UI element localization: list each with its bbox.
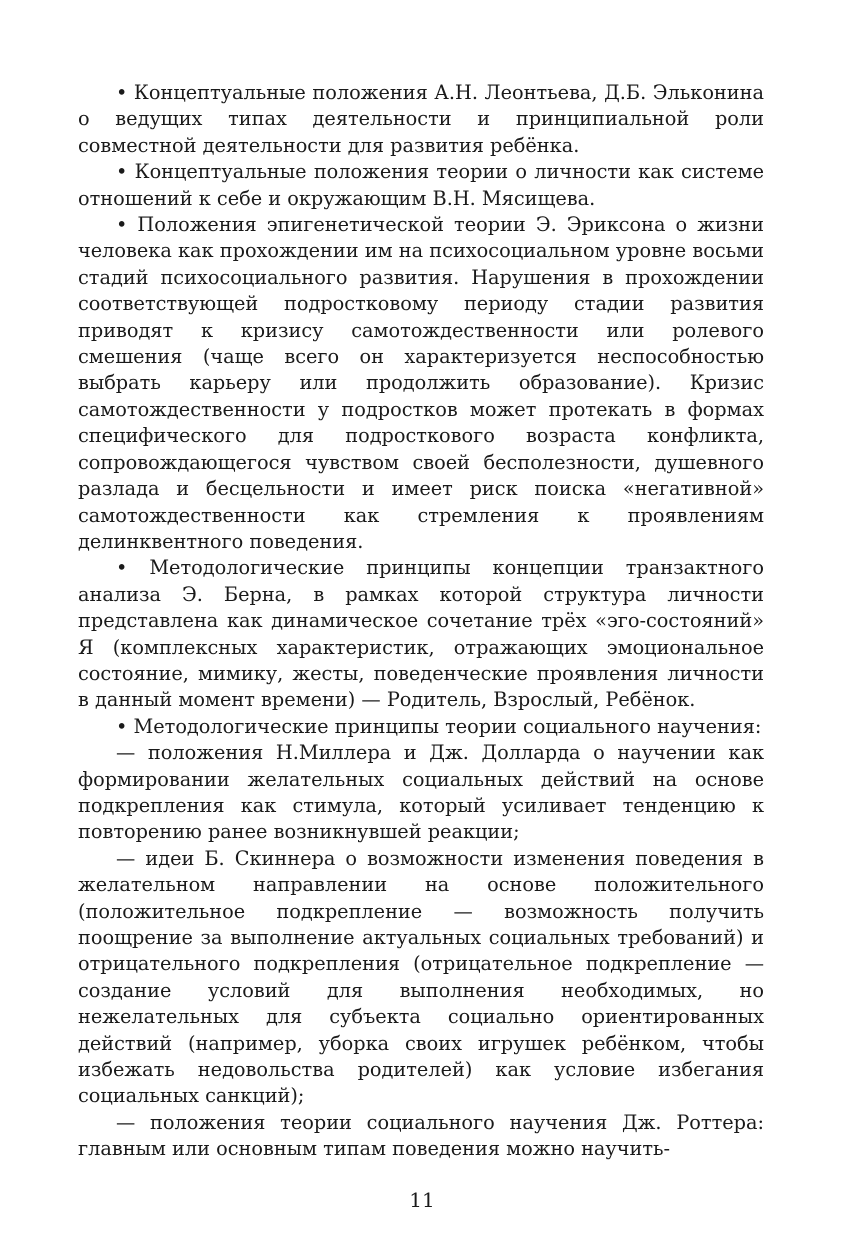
paragraph-erikson: • Положения эпигенетической теории Э. Эриксона о жизни человека как прохождении им на психосоциальном уровне восьми стадий психосоциального развития. Нарушения в прохождении соответствующей подростковому периоду стадии развития приводят к кризису самотождественности или ролевого смешения (чаще всего он характеризуется неспособностью выбрать карьеру или продолжить образование). Кризис самотождественности у подростков может протекать в формах специфического для подросткового возраста конфликта, сопровождающегося чувством своей бесполезности, душевного разлада и бесцельности и имеет риск поиска «негативной» самотождественности как стремления к проявлениям делинквентного поведения. [78,213,764,553]
paragraph-rotter: — положения теории социального научения Дж. Роттера: главным или основным типам поведения можно научить- [78,1110,764,1161]
page-body [78,80,764,1163]
paragraph-skinner: — идеи Б. Скиннера о возможности изменения поведения в желательном направлении на основе положительного (положительное подкрепление — возможность получить поощрение за выполнение актуальных социальных требований) и отрицательного подкрепления (отрицательное подкрепление — создание условий для выполнения необходимых, но нежелательных для субъекта социально ориентированных действий (например, уборка своих игрушек ребёнком, чтобы избежать недовольства родителей) как условие избегания социальных санкций); [78,846,764,1108]
paragraph-berne: • Методологические принципы концепции транзактного анализа Э. Берна, в рамках которой структура личности представлена как динамическое сочетание трёх «эго-состояний» Я (комплексных характеристик, отражающих эмоциональное состояние, мимику, жесты, поведенческие проявления личности в данный момент времени) — Родитель, Взрослый, Ребёнок. [78,556,764,712]
paragraph-myasishchev: • Концептуальные положения теории о личности как системе отношений к себе и окружающим В.Н. Мясищева. [78,160,764,210]
paragraph-miller-dollard: — положения Н.Миллера и Дж. Долларда о научении как формировании желательных социальных действий на основе подкрепления как стимула, который усиливает тенденцию к повторению ранее возникнувшей реакции; [78,741,764,844]
paragraph-leontiev: • Концептуальные положения А.Н. Леонтьева, Д.Б. Эльконина о ведущих типах деятельности и принципиальной роли совместной деятельности для развития ребёнка. [78,81,764,157]
paragraph-social-learning: • Методологические принципы теории социального научения: [116,714,762,738]
page-number: 11 [409,1188,435,1212]
